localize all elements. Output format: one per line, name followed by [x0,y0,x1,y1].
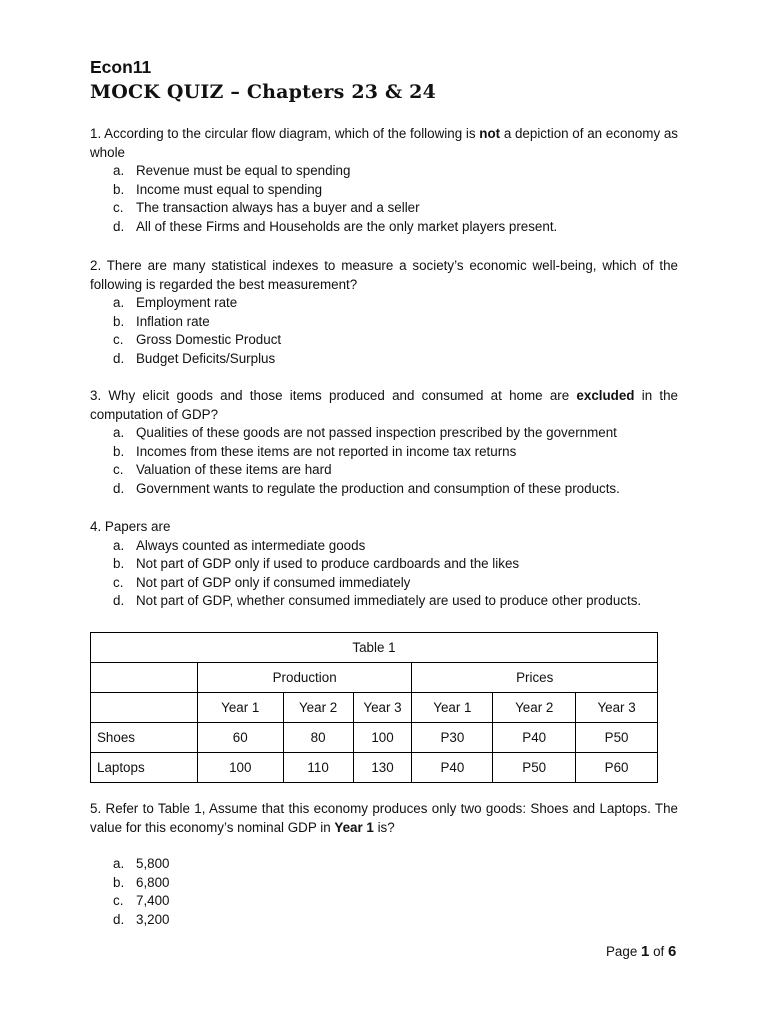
question-1 [90,125,678,237]
year-header: Year 3 [576,693,658,723]
year-header: Year 2 [493,693,576,723]
option-b: b. Incomes from these items are not reported in income tax returns [113,443,517,459]
option-c: c. 7,400 [113,893,170,909]
option-a: a. Revenue must be equal to spending [113,163,351,179]
option-c: c. Valuation of these items are hard [113,462,332,478]
option-d: d. All of these Firms and Households are the only market players present. [113,218,558,234]
option-c: c. Not part of GDP only if consumed immediately [113,574,411,590]
question-2 [90,257,678,369]
year-header: Year 2 [283,693,353,723]
option-a: a. Always counted as intermediate goods [113,537,366,553]
year-header: Year 3 [353,693,412,723]
question-3 [90,387,678,499]
table-cell: P40 [493,723,576,753]
table-group-header-row [91,663,658,693]
question-stem: 1. According to the circular flow diagram, which of the following is not a depiction of an economy as whole [90,126,679,160]
table-year-header-row [91,693,658,723]
table-cell: P50 [576,723,658,753]
question-5 [90,800,678,930]
row-label: Shoes [91,723,198,753]
year-header: Year 1 [412,693,493,723]
table-cell: P30 [412,723,493,753]
table-cell: P60 [576,753,658,783]
row-label: Laptops [91,753,198,783]
option-a: a. Employment rate [113,295,238,311]
answer-options [90,855,678,929]
table-caption-row [91,633,658,663]
table-cell: 110 [283,753,353,783]
question-stem: 5. Refer to Table 1, Assume that this economy produces only two goods: Shoes and Laptops. The value for this economy’s nominal GDP in Year 1 is? [90,801,678,835]
option-b: b. 6,800 [113,874,170,890]
table-cell: 130 [353,753,412,783]
option-a: a. Qualities of these goods are not passed inspection prescribed by the government [113,425,617,441]
option-b: b. Not part of GDP only if used to produce cardboards and the likes [113,556,520,572]
table-cell: 100 [197,753,283,783]
option-d: d. Budget Deficits/Surplus [113,350,276,366]
table-cell: 80 [283,723,353,753]
answer-options [90,294,678,368]
table-corner-cell [91,693,198,723]
answer-options [90,537,678,611]
option-c: c. The transaction always has a buyer and a seller [113,200,420,216]
table-corner-cell [91,663,198,693]
question-stem: 4. Papers are [90,519,171,534]
table-cell: P50 [493,753,576,783]
answer-options [90,162,678,236]
table-1 [90,632,658,783]
option-b: b. Income must equal to spending [113,181,323,197]
option-d: d. 3,200 [113,911,170,927]
table-cell: 60 [197,723,283,753]
year-header: Year 1 [197,693,283,723]
question-stem: 2. There are many statistical indexes to measure a society’s economic well-being, which of the following is regarded the best measurement? [90,258,678,292]
table-row [91,753,658,783]
question-4 [90,518,678,611]
prices-header: Prices [412,663,658,693]
production-header: Production [197,663,412,693]
option-a: a. 5,800 [113,856,170,872]
table-caption: Table 1 [91,633,658,663]
answer-options [90,424,678,498]
quiz-title: MOCK QUIZ – Chapters 23 & 24 [90,81,437,103]
option-d: d. Not part of GDP, whether consumed immediately are used to produce other products. [113,593,642,609]
table-cell: 100 [353,723,412,753]
course-code: Econ11 [90,57,152,77]
option-b: b. Inflation rate [113,313,210,329]
table-cell: P40 [412,753,493,783]
table-row [91,723,658,753]
question-stem: 3. Why elicit goods and those items produced and consumed at home are excluded in the computation of GDP? [90,388,679,422]
page-number: Page 1 of 6 [606,943,677,960]
option-d: d. Government wants to regulate the production and consumption of these products. [113,480,620,496]
option-c: c. Gross Domestic Product [113,332,282,348]
